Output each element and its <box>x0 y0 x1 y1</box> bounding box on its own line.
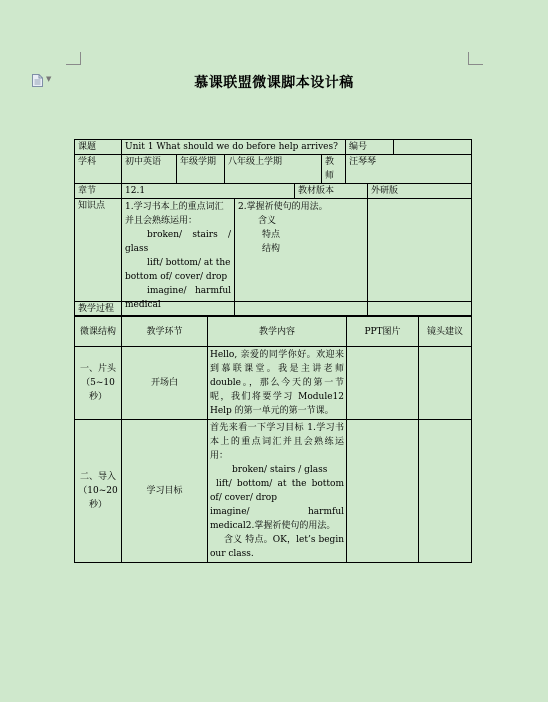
kp1-word-broken: broken/ <box>147 230 183 240</box>
row2-content-e: harmful medical2.掌握祈使句的用法。 <box>210 507 344 531</box>
kp1-word-stairs: stairs <box>192 230 218 240</box>
edition-value: 外研版 <box>368 184 472 199</box>
code-value <box>394 140 472 155</box>
subject-label: 学科 <box>75 155 122 184</box>
row1-ppt <box>347 347 419 420</box>
table-row <box>75 420 472 563</box>
kp1-slash: / <box>227 230 231 240</box>
kp2-line4: 结构 <box>262 244 281 254</box>
knowledge-extra <box>368 199 472 316</box>
kp1-word-imagine: imagine/ <box>147 286 187 296</box>
crop-mark-top-right <box>468 52 483 65</box>
row2-content <box>208 420 347 563</box>
crop-mark-top-left <box>66 52 81 65</box>
row2-content-d: imagine/ <box>210 507 250 517</box>
header-structure: 微课结构 <box>75 317 122 347</box>
section-label: 章节 <box>75 184 122 199</box>
process-section-title: 教学过程 <box>75 302 472 317</box>
kp1-line4: lift/ bottom/ at the bottom of/ cover/ drop <box>125 258 231 282</box>
row2-content-b: broken/ stairs / glass <box>232 465 328 475</box>
semester-label: 年级学期 <box>177 155 225 184</box>
table-row <box>75 347 472 420</box>
header-camera: 镜头建议 <box>419 317 472 347</box>
teacher-label: 教师 <box>322 155 346 184</box>
row1-structure: 一、片头（5~10秒） <box>75 347 122 420</box>
process-table <box>74 301 472 563</box>
subject-value: 初中英语 <box>122 155 177 184</box>
row2-content-f: 含义 特点。OK，let’s begin our class. <box>210 535 344 559</box>
header-content: 教学内容 <box>208 317 347 347</box>
semester-value: 八年级上学期 <box>225 155 322 184</box>
kp1-line1: 1.学习书本上的重点词汇并且会熟练运用： <box>125 202 224 226</box>
topic-label: 课题 <box>75 140 122 155</box>
teacher-value: 汪琴琴 <box>346 155 472 184</box>
header-ppt: PPT图片 <box>347 317 419 347</box>
info-table <box>74 139 472 316</box>
knowledge-point-2 <box>235 199 368 316</box>
section-value: 12.1 <box>122 184 295 199</box>
topic-value: Unit 1 What should we do before help arrives? <box>122 140 346 155</box>
row2-structure: 二、导入（10~20秒） <box>75 420 122 563</box>
kp1-line3: glass <box>125 244 149 254</box>
kp2-line3: 特点 <box>262 230 281 240</box>
kp2-line1: 2.掌握祈使句的用法。 <box>238 202 328 212</box>
kp1-line2 <box>125 228 231 242</box>
row1-step: 开场白 <box>122 347 208 420</box>
row1-content: Hello, 亲爱的同学你好。欢迎来到慕联课堂。我是主讲老师double。，那么今天的第一节呢，我们将要学习 Module12 Help 的第一单元的第一节课。 <box>208 347 347 420</box>
kp1-word-harmful: harmful <box>194 286 231 296</box>
row2-step: 学习目标 <box>122 420 208 563</box>
row2-content-c: lift/ bottom/ at the bottom of/ cover/ drop <box>210 479 344 503</box>
page-title: 慕课联盟微课脚本设计稿 <box>194 75 354 91</box>
knowledge-label: 知识点 <box>75 199 122 316</box>
row2-content-a: 首先来看一下学习目标 1.学习书本上的重点词汇并且会熟练运用： <box>210 423 344 461</box>
row2-camera <box>419 420 472 563</box>
code-label: 编号 <box>346 140 394 155</box>
kp2-line2: 含义 <box>258 216 277 226</box>
kp1-line6: medical <box>125 300 161 310</box>
row1-camera <box>419 347 472 420</box>
kp1-line5 <box>125 284 231 298</box>
header-step: 教学环节 <box>122 317 208 347</box>
edition-label: 教材版本 <box>295 184 368 199</box>
knowledge-point-1 <box>122 199 235 316</box>
dropdown-caret-icon[interactable]: ▼ <box>46 75 52 83</box>
row2-ppt <box>347 420 419 563</box>
